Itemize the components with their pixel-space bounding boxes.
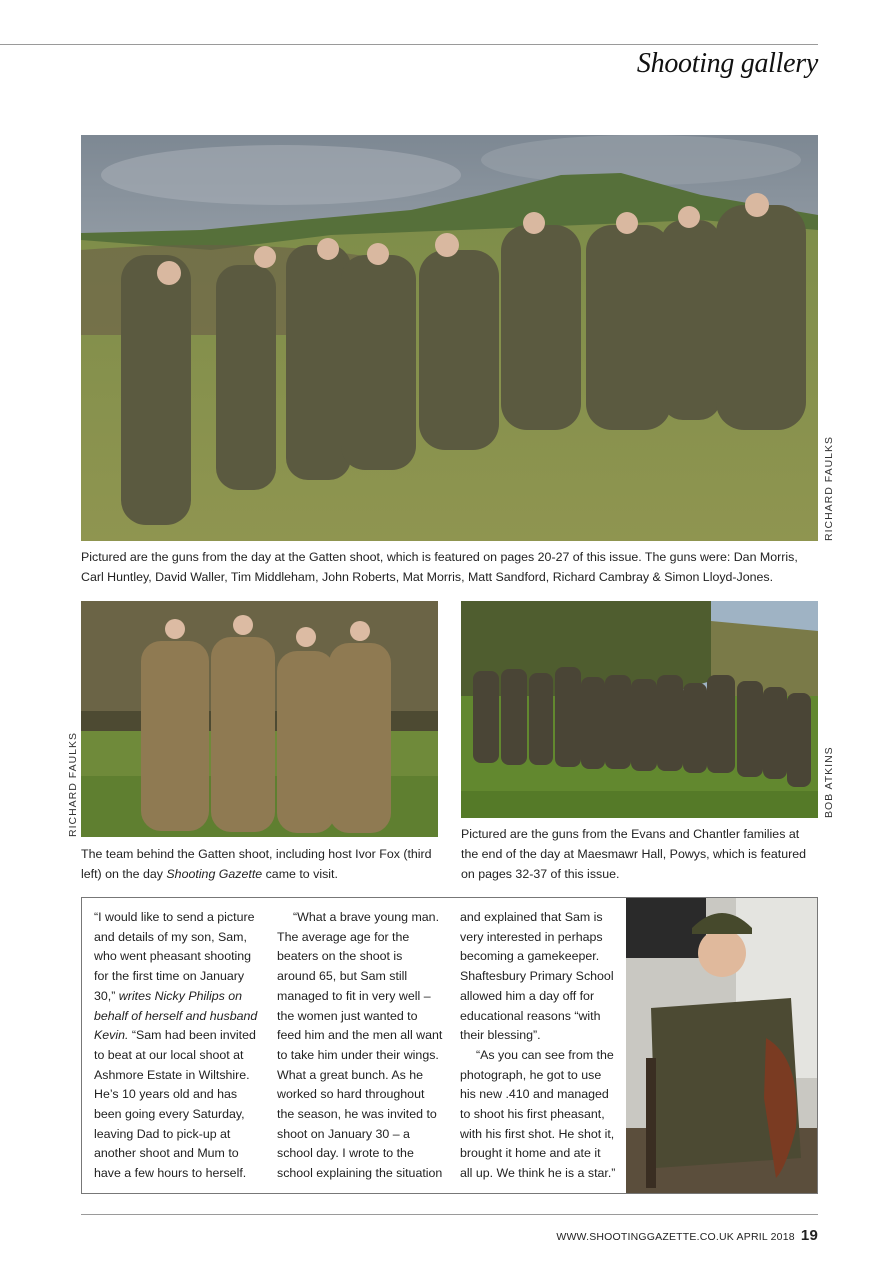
families-photo-caption: Pictured are the guns from the Evans and Chantler families at the end of the day at Maesmawr Hall, Powys, which is featured on pages 32-37 of this issue. bbox=[461, 827, 807, 881]
letter-column-3: and explained that Sam is very interested in perhaps becoming a gamekeeper. Shaftesbury Primary School allowed him a day off for educational reasons “with their blessing”. “As you can see from the photograph, he got to use his new .410 and managed to shoot his first pheasant, with his first shot. He shot it, brought it home and ate it all up. We think he is a star.” bbox=[460, 910, 616, 1181]
main-group-photo bbox=[81, 135, 818, 541]
team-photo-credit: RICHARD FAULKS bbox=[67, 731, 79, 837]
page-footer bbox=[556, 1227, 818, 1244]
section-title: Shooting gallery bbox=[636, 48, 818, 79]
letter-column-1: “I would like to send a picture and details of my son, Sam, who went pheasant shooting for the first time on January 30,” writes Nicky Philips on behalf of herself and husband Kevin. “Sam had been invited to beat at our local shoot at Ashmore Estate in Wiltshire. He’s 10 years old and has been going every Saturday, leaving Dad to pick-up at another shoot and Mum to have a few hours to herself. bbox=[94, 910, 258, 1181]
footer-site: WWW.SHOOTINGGAZETTE.CO.UK bbox=[556, 1231, 734, 1243]
families-photo bbox=[461, 601, 818, 818]
families-photo-credit: BOB ATKINS bbox=[823, 746, 835, 818]
boy-pheasant-photo bbox=[626, 898, 817, 1193]
footer-date: APRIL 2018 bbox=[736, 1231, 795, 1243]
top-rule bbox=[0, 44, 818, 45]
letter-column-2: “What a brave young man. The average age for the beaters on the shoot is around 65, but Sam still managed to fit in very well – the women just wanted to feed him and the men all want to take him under their wings. What a great bunch. As he worked so hard throughout the season, he was invited to shoot on January 30 – a school day. I wrote to the school explaining the situation bbox=[277, 910, 443, 1181]
main-photo-credit: RICHARD FAULKS bbox=[823, 435, 835, 541]
team-photo bbox=[81, 601, 438, 837]
bottom-rule bbox=[81, 1214, 818, 1215]
page-number: 19 bbox=[800, 1227, 818, 1244]
main-photo-caption: Pictured are the guns from the day at the Gatten shoot, which is featured on pages 20-27 of this issue. The guns were: Dan Morris, Carl Huntley, David Waller, Tim Middleham, John Roberts, Mat Morris, Matt Sandford, Richard Cambray & Simon Lloyd-Jones. bbox=[81, 550, 798, 584]
team-photo-caption: The team behind the Gatten shoot, including host Ivor Fox (third left) on the day Shooting Gazette came to visit. bbox=[81, 847, 432, 881]
